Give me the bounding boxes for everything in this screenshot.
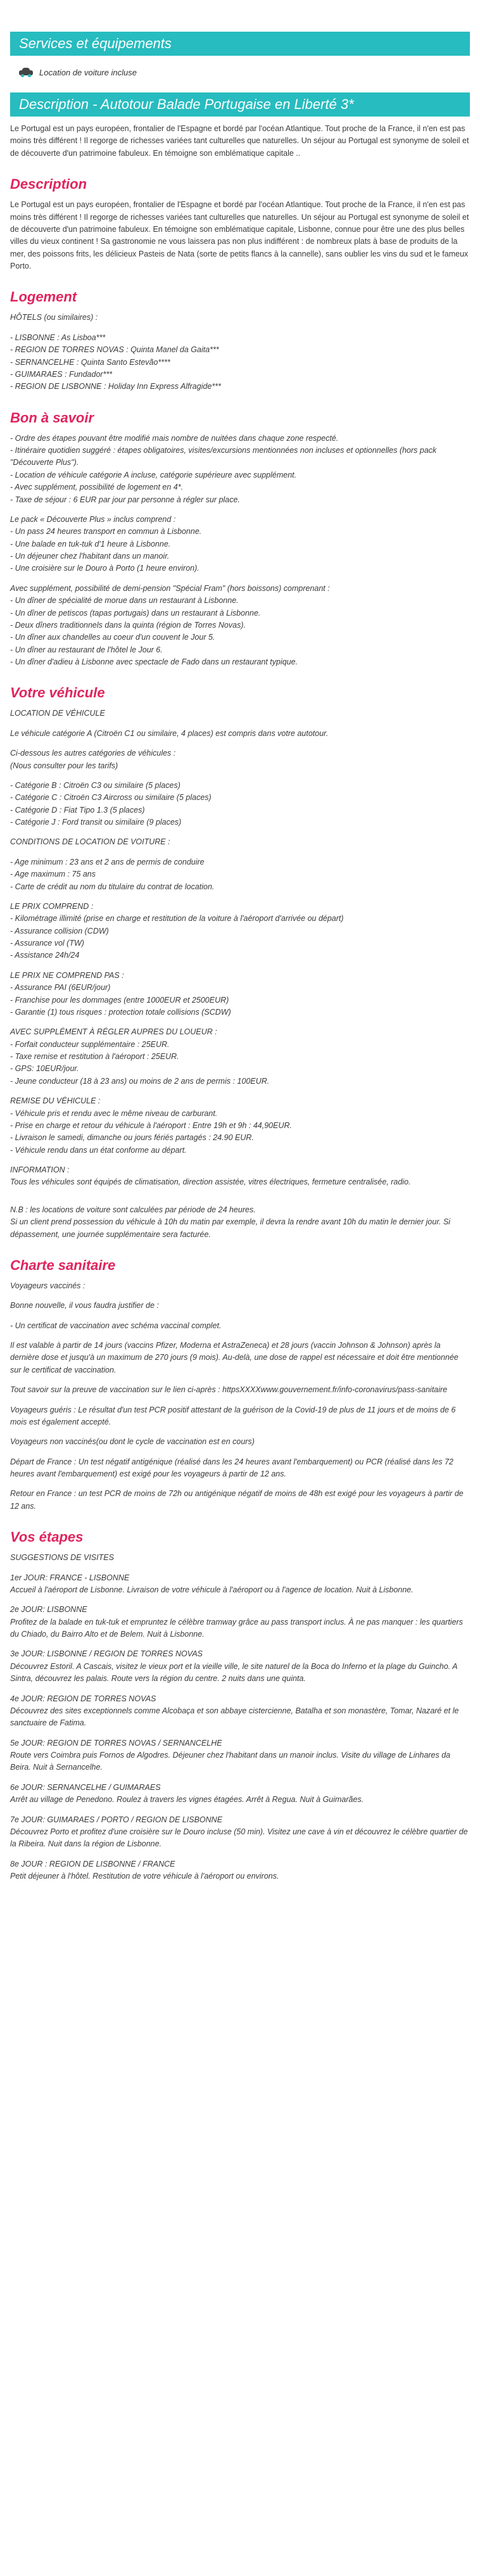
vehicule-list <box>10 707 470 1241</box>
text-line: - Catégorie B : Citroën C3 ou similaire (5 places) <box>10 780 180 790</box>
description-header: Description - Autotour Balade Portugaise en Liberté 3* <box>10 92 470 117</box>
text-line: HÔTELS (ou similaires) : <box>10 313 98 322</box>
text-line: Voyageurs non vaccinés(ou dont le cycle de vaccination est en cours) <box>10 1437 255 1447</box>
text-line: Départ de France : Un test négatif antigénique (réalisé dans les 24 heures avant l'embarquement) ou PCR (réalisé dans les 72 heures avant l'embarquement) est exigé pour les voyageurs à partir de 12 ans. <box>10 1457 453 1478</box>
text-line: - Garantie (1) tous risques : protection totale collisions (SCDW) <box>10 1007 231 1017</box>
text-line: - Un dîner de spécialité de morue dans un restaurant à Lisbonne. <box>10 596 239 606</box>
text-line: - Prise en charge et retour du véhicule à l'aéroport : Entre 19h et 9h : 44,90EUR. <box>10 1120 293 1130</box>
spacer <box>10 1428 470 1436</box>
text-line: - REGION DE TORRES NOVAS : Quinta Manel da Gaita*** <box>10 345 219 355</box>
text-line: - Franchise pour les dommages (entre 1000EUR et 2500EUR) <box>10 995 229 1005</box>
spacer <box>10 1449 470 1456</box>
text-line: INFORMATION : <box>10 1165 70 1174</box>
section-heading-description: Description <box>10 176 87 193</box>
text-line: - Un pass 24 heures transport en commun à Lisbonne. <box>10 527 202 536</box>
spacer <box>10 828 470 836</box>
text-line: Profitez de la balade en tuk-tuk et empruntez le célèbre tramway grâce au pass transport inclus. À ne pas manquer : les quartiers du Chiado, du Bairro Alto et de Belem. Nuit à Lisbonne. <box>10 1617 463 1639</box>
bon-a-savoir-list <box>10 433 470 669</box>
spacer <box>10 1376 470 1384</box>
text-line: Voyageurs vaccinés : <box>10 1281 85 1290</box>
text-line: - Une balade en tuk-tuk d'1 heure à Lisbonne. <box>10 539 171 549</box>
text-line: Découvrez Estoril. A Cascais, visitez le vieux port et la vieille ville, le site naturel de la Boca do Inferno et la plage du Guincho. A Sintra, découvrez les palais. Route vers la région du centre. 2 nuits dans une quinta. <box>10 1661 458 1684</box>
spacer <box>10 1088 470 1095</box>
text-line: - Age minimum : 23 ans et 2 ans de permis de conduire <box>10 857 205 866</box>
text-line: - Deux dîners traditionnels dans la quinta (région de Torres Novas). <box>10 620 246 630</box>
description-text: Le Portugal est un pays européen, frontalier de l'Espagne et bordé par l'océan Atlantique. Tout proche de la France, il n'en est pas moins très différent ! Il regorge de richesses variées tant culturelles que naturelles. Un séjour au Portugal est synonyme de soleil et de découverte d'un patrimoine fabuleux. En témoigne son emblématique capitale, Lisbonne, connue pour être une des plus belles villes du vieux continent ! Sa gastronomie ne vous laissera pas non plus indifférent : de nombreux plats à base de produits de la mer, des poissons frits, les délicieux Pasteis de Nata (sorte de petits flancs à la cannelle), sans oublier les vins du sud et le fameux Porto. <box>10 200 469 270</box>
text-line: - Véhicule pris et rendu avec le même niveau de carburant. <box>10 1108 218 1118</box>
text-line: - Assurance vol (TW) <box>10 939 84 948</box>
text-line: - Un dîner d'adieu à Lisbonne avec spectacle de Fado dans un restaurant typique. <box>10 657 298 666</box>
spacer <box>10 1312 470 1320</box>
text-line: 4e JOUR: REGION DE TORRES NOVAS <box>10 1694 156 1703</box>
spacer <box>10 1292 470 1300</box>
text-line: - Age maximum : 75 ans <box>10 870 96 879</box>
text-line: Voyageurs guéris : Le résultat d'un test PCR positif attestant de la guérison de la Covid-19 de plus de 11 jours et de moins de 6 mois est également accepté. <box>10 1405 456 1426</box>
spacer <box>10 1685 470 1693</box>
text-line: LOCATION DE VÉHICULE <box>10 709 105 718</box>
text-line: - Jeune conducteur (18 à 23 ans) ou moins de 2 ans de permis : 100EUR. <box>10 1076 270 1086</box>
spacer <box>10 1730 470 1737</box>
spacer <box>10 1189 470 1196</box>
text-line: - Un dîner au restaurant de l'hôtel le Jour 6. <box>10 645 163 654</box>
text-line: - Catégorie D : Fiat Tipo 1.3 (5 places) <box>10 805 145 815</box>
spacer <box>10 1018 470 1026</box>
text-line: LE PRIX COMPREND : <box>10 901 94 911</box>
text-line: - Location de véhicule catégorie A incluse, catégorie supérieure avec supplément. <box>10 470 297 479</box>
text-line: 8e JOUR : REGION DE LISBONNE / FRANCE <box>10 1859 175 1869</box>
text-line: Petit déjeuner à l'hôtel. Restitution de votre véhicule à l'aéroport ou environs. <box>10 1872 279 1881</box>
spacer <box>10 893 470 901</box>
text-line: Il est valable à partir de 14 jours (vaccins Pfizer, Moderna et AstraZeneca) et 28 jours (vaccin Johnson & Johnson) après la dernière dose et jusqu'à un maximum de 270 jours (9 mois). Au-delà, une dose de rappel est nécessaire et doit être mentionnée sur le certificat de vaccination. <box>10 1341 458 1374</box>
spacer <box>10 720 470 728</box>
text-line: - Assurance PAI (6EUR/jour) <box>10 983 111 993</box>
text-line: N.B : les locations de voiture sont calculées par période de 24 heures. <box>10 1205 256 1214</box>
text-line: Si un client prend possession du véhicule à 10h du matin par exemple, il devra la rendre avant 10h du matin le dernier jour. Si dépassement, une journée supplémentaire sera facturée. <box>10 1217 451 1239</box>
text-line: - Véhicule rendu dans un état conforme au départ. <box>10 1145 187 1155</box>
spacer <box>10 1640 470 1648</box>
text-line: - REGION DE LISBONNE : Holiday Inn Express Alfragide*** <box>10 382 221 391</box>
spacer <box>10 1806 470 1814</box>
text-line: - Un dîner de petiscos (tapas portugais) dans un restaurant à Lisbonne. <box>10 608 261 618</box>
text-line: - Carte de crédit au nom du titulaire du contrat de location. <box>10 882 215 891</box>
text-line: Découvrez Porto et profitez d'une croisière sur le Douro incluse (50 min). Visitez une cave à vin et découvrez le célèbre quartier de la Ribeira. Nuit dans la région de Lisbonne. <box>10 1827 468 1849</box>
text-line: REMISE DU VÉHICULE : <box>10 1096 101 1106</box>
text-line: Le véhicule catégorie A (Citroën C1 ou similaire, 4 places) est compris dans votre autotour. <box>10 728 329 738</box>
text-line: - Assurance collision (CDW) <box>10 926 109 936</box>
text-line: CONDITIONS DE LOCATION DE VOITURE : <box>10 837 170 847</box>
spacer <box>10 1480 470 1488</box>
text-line: - Catégorie C : Citroën C3 Aircross ou similaire (5 places) <box>10 793 212 803</box>
text-line: - Livraison le samedi, dimanche ou jours fériés partagés : 24.90 EUR. <box>10 1133 254 1143</box>
text-line: - Itinéraire quotidien suggéré : étapes obligatoires, visites/excursions mentionnées non incluses et optionnelles (hors pack "Découverte Plus"). <box>10 446 437 467</box>
spacer <box>10 506 470 514</box>
spacer <box>10 1774 470 1782</box>
services-header: Services et équipements <box>10 32 470 56</box>
text-line: Arrêt au village de Penedono. Roulez à travers les vignes étagées. Arrêt à Regua. Nuit à Guimarães. <box>10 1795 364 1805</box>
intro-text: Le Portugal est un pays européen, frontalier de l'Espagne et bordé par l'océan Atlantique. Tout proche de la France, il n'en est pas moins très différent ! Il regorge de richesses variées tant culturelles que naturelles. Un séjour au Portugal est synonyme de soleil et de découverte d'un patrimoine fabuleux. En témoigne son emblématique capitale .. <box>10 124 469 158</box>
service-item-label: Location de voiture incluse <box>39 67 137 77</box>
text-line: Tout savoir sur la preuve de vaccination sur le lien ci-après : httpsXXXXwww.gouvernement.fr/info-coronavirus/pass-sanitaire <box>10 1385 448 1395</box>
spacer <box>10 1157 470 1164</box>
text-line: 3e JOUR: LISBONNE / REGION DE TORRES NOVAS <box>10 1649 203 1659</box>
text-line: SUGGESTIONS DE VISITES <box>10 1553 114 1563</box>
text-line: - Assistance 24h/24 <box>10 951 80 960</box>
text-line: - Avec supplément, possibilité de logement en 4*. <box>10 483 184 492</box>
spacer <box>10 1397 470 1404</box>
text-line: - GUIMARAES : Fundador*** <box>10 369 113 379</box>
section-heading-vehicule: Votre véhicule <box>10 685 105 701</box>
text-line: (Nous consulter pour les tarifs) <box>10 761 118 770</box>
text-line: Le pack « Découverte Plus » inclus comprend : <box>10 514 176 524</box>
text-line: - Taxe remise et restitution à l'aéroport : 25EUR. <box>10 1052 179 1061</box>
text-line: - Un déjeuner chez l'habitant dans un manoir. <box>10 552 170 561</box>
spacer <box>10 772 470 780</box>
text-line: 6e JOUR: SERNANCELHE / GUIMARAES <box>10 1782 161 1792</box>
text-line: 2e JOUR: LISBONNE <box>10 1605 87 1615</box>
text-line: - Forfait conducteur supplémentaire : 25EUR. <box>10 1039 170 1049</box>
text-line: - Un dîner aux chandelles au coeur d'un couvent le Jour 5. <box>10 633 215 642</box>
section-heading-logement: Logement <box>10 289 77 305</box>
car-icon <box>19 67 33 77</box>
text-line: - Ordre des étapes pouvant être modifié mais nombre de nuitées dans chaque zone respecté. <box>10 433 339 443</box>
text-line: - Un certificat de vaccination avec schéma vaccinal complet. <box>10 1321 222 1330</box>
service-item <box>10 62 470 92</box>
text-line: Route vers Coimbra puis Fornos de Algodres. Déjeuner chez l'habitant dans un manoir inclus. Visite du village de Linhares da Beira. Nuit à Sernancelhe. <box>10 1751 451 1772</box>
section-heading-bon-a-savoir: Bon à savoir <box>10 409 94 426</box>
spacer <box>10 1564 470 1572</box>
text-line: - LISBONNE : As Lisboa*** <box>10 333 106 342</box>
text-line: - Kilométrage illimité (prise en charge et restitution de la voiture à l'aéroport d'arrivée ou départ) <box>10 914 344 923</box>
text-line: AVEC SUPPLÉMENT À RÉGLER AUPRES DU LOUEUR : <box>10 1027 217 1037</box>
spacer <box>10 740 470 747</box>
text-line: 7e JOUR: GUIMARAES / PORTO / REGION DE LISBONNE <box>10 1815 223 1824</box>
text-line: Tous les véhicules sont équipés de climatisation, direction assistée, vitres électriques, fermeture centralisée, radio. <box>10 1177 411 1187</box>
spacer <box>10 324 470 332</box>
spacer <box>10 849 470 856</box>
spacer <box>10 1596 470 1604</box>
text-line: 5e JOUR: REGION DE TORRES NOVAS / SERNANCELHE <box>10 1738 222 1748</box>
section-heading-sanitaire: Charte sanitaire <box>10 1257 116 1273</box>
spacer <box>10 1851 470 1858</box>
text-line: Accueil à l'aéroport de Lisbonne. Livraison de votre véhicule à l'aéroport ou à l'agence de location. Nuit à Lisbonne. <box>10 1585 414 1594</box>
text-line: Découvrez des sites exceptionnels comme Alcobaça et son abbaye cistercienne, Batalha et son monastère, Tomar, Nazaré et le sanctuaire de Fatima. <box>10 1706 459 1728</box>
etapes-list <box>10 1552 470 1882</box>
logement-list <box>10 312 470 393</box>
text-line: - SERNANCELHE : Quinta Santo Estevão**** <box>10 357 170 367</box>
text-line: LE PRIX NE COMPREND PAS : <box>10 970 124 980</box>
text-line: - Catégorie J : Ford transit ou similaire (9 places) <box>10 818 182 827</box>
spacer <box>10 1196 470 1204</box>
text-line: Ci-dessous les autres catégories de véhicules : <box>10 749 176 758</box>
text-line: Avec supplément, possibilité de demi-pension "Spécial Fram" (hors boissons) comprenant : <box>10 583 330 593</box>
spacer <box>10 575 470 583</box>
text-line: - Taxe de séjour : 6 EUR par jour par personne à régler sur place. <box>10 495 240 504</box>
section-heading-etapes: Vos étapes <box>10 1529 84 1545</box>
text-line: 1er JOUR: FRANCE - LISBONNE <box>10 1573 130 1582</box>
text-line: Retour en France : un test PCR de moins de 72h ou antigénique négatif de moins de 48h est exigé pour les voyageurs à partir de 12 ans. <box>10 1489 464 1511</box>
text-line: Bonne nouvelle, il vous faudra justifier de : <box>10 1301 159 1310</box>
text-line: - Une croisière sur le Douro à Porto (1 heure environ). <box>10 564 199 573</box>
spacer <box>10 1332 470 1340</box>
sanitaire-list <box>10 1280 470 1513</box>
spacer <box>10 962 470 970</box>
text-line: - GPS: 10EUR/jour. <box>10 1064 79 1074</box>
